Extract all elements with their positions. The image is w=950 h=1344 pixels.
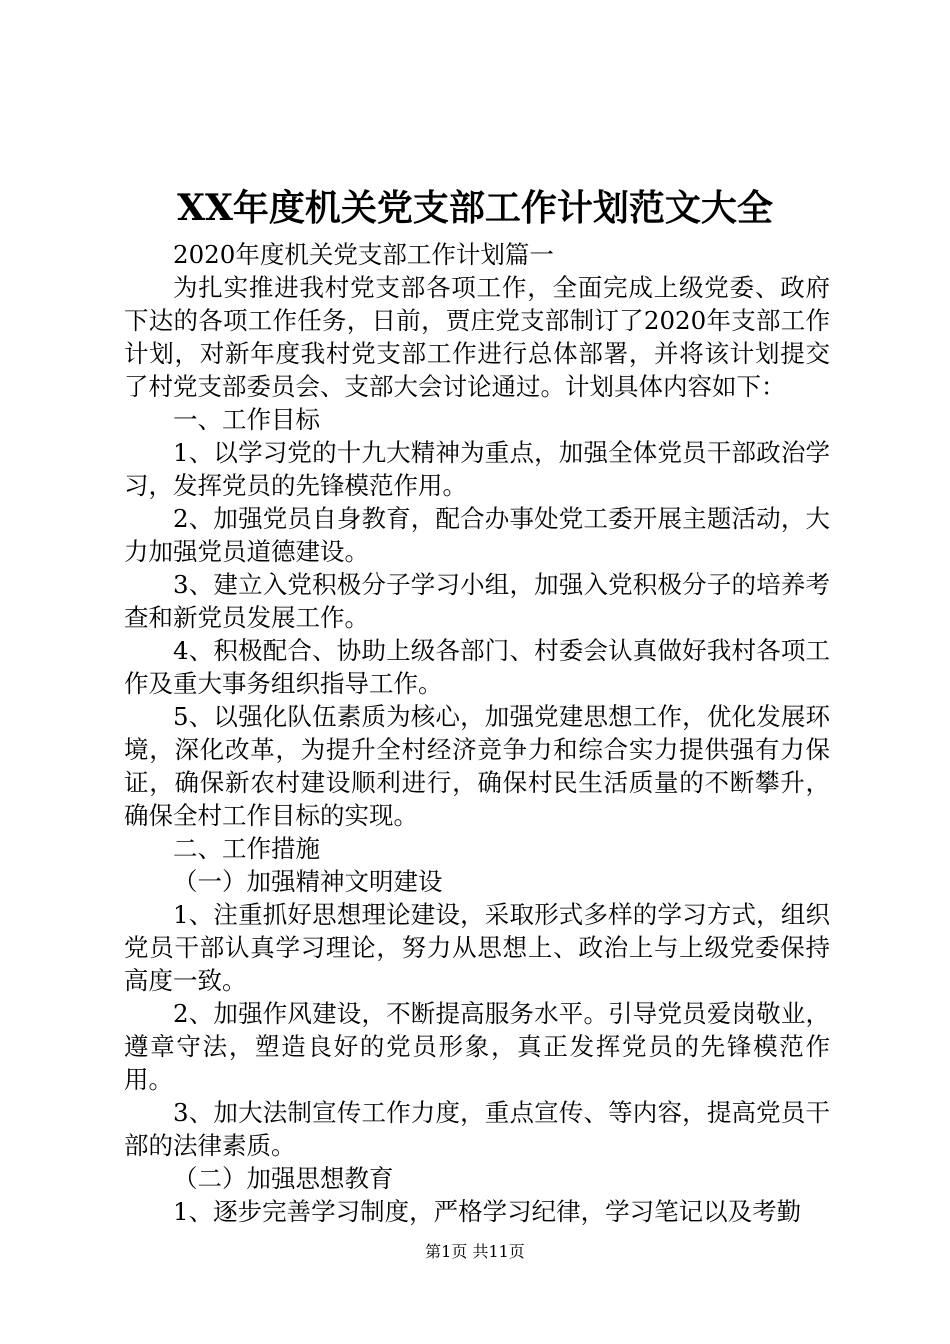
subsection-heading: （二）加强思想教育 <box>173 1164 394 1193</box>
section-heading: 2020年度机关党支部工作计划篇一 <box>173 240 554 269</box>
paragraph: 5、以强化队伍素质为核心，加强党建思想工作，优化发展环境，深化改革，为提升全村经济竞争力和综合实力提供强有力保证，确保新农村建设顺利进行，确保村民生活质量的不断攀升，确保全村工作目标的实现。 <box>124 702 830 830</box>
paragraph: 3、加大法制宣传工作力度，重点宣传、等内容，提高党员干部的法律素质。 <box>124 1098 830 1160</box>
page-footer: 第1页 共11页 <box>425 1242 525 1261</box>
paragraph: 1、逐步完善学习制度，严格学习纪律，学习笔记以及考勤 <box>173 1197 802 1226</box>
section-heading: 一、工作目标 <box>173 405 320 434</box>
paragraph: 3、建立入党积极分子学习小组，加强入党积极分子的培养考查和新党员发展工作。 <box>124 570 830 632</box>
subsection-heading: （一）加强精神文明建设 <box>173 867 443 896</box>
paragraph: 2、加强党员自身教育，配合办事处党工委开展主题活动，大力加强党员道德建设。 <box>124 504 830 566</box>
paragraph: 1、注重抓好思想理论建设，采取形式多样的学习方式，组织党员干部认真学习理论，努力从思想上、政治上与上级党委保持高度一致。 <box>124 900 830 995</box>
section-heading: 二、工作措施 <box>173 834 320 863</box>
paragraph: 4、积极配合、协助上级各部门、村委会认真做好我村各项工作及重大事务组织指导工作。 <box>124 636 830 698</box>
document-title: XX年度机关党支部工作计划范文大全 <box>177 187 773 229</box>
paragraph: 2、加强作风建设，不断提高服务水平。引导党员爱岗敬业，遵章守法，塑造良好的党员形象，真正发挥党员的先锋模范作用。 <box>124 999 830 1094</box>
paragraph: 1、以学习党的十九大精神为重点，加强全体党员干部政治学习，发挥党员的先锋模范作用。 <box>124 438 830 500</box>
document-body <box>124 238 830 1228</box>
paragraph: 为扎实推进我村党支部各项工作，全面完成上级党委、政府下达的各项工作任务，日前，贾庄党支部制订了2020年支部工作计划，对新年度我村党支部工作进行总体部署，并将该计划提交了村党支部委员会、支部大会讨论通过。计划具体内容如下： <box>124 273 830 401</box>
